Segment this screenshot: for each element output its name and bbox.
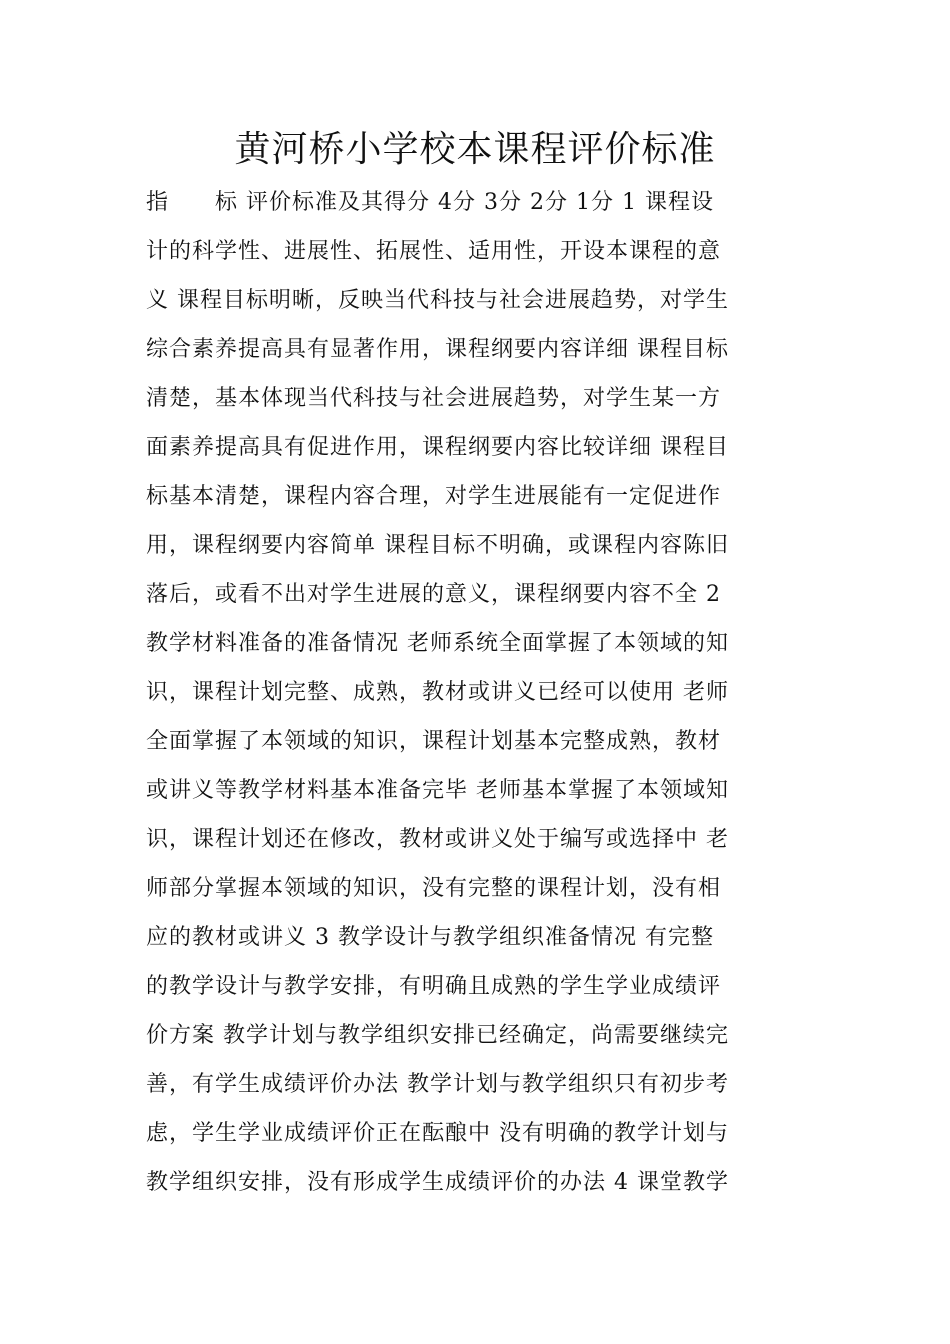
body-line: 用，课程纲要内容简单 课程目标不明确，或课程内容陈旧 [146, 533, 729, 558]
body-line: 识，课程计划完整、成熟，教材或讲义已经可以使用 老师 [146, 680, 729, 705]
document-title: 黄河桥小学校本课程评价标准 [234, 129, 716, 170]
body-line: 标基本清楚，课程内容合理，对学生进展能有一定促进作 [146, 484, 722, 509]
body-line: 落后，或看不出对学生进展的意义，课程纲要内容不全 2 [146, 582, 721, 607]
body-line: 识，课程计划还在修改，教材或讲义处于编写或选择中 老 [146, 827, 729, 852]
body-line: 面素养提高具有促进作用，课程纲要内容比较详细 课程目 [146, 435, 729, 460]
body-line: 或讲义等教学材料基本准备完毕 老师基本掌握了本领域知 [146, 778, 729, 803]
body-line: 的教学设计与教学安排，有明确且成熟的学生学业成绩评 [146, 974, 722, 999]
body-line: 虑，学生学业成绩评价正在酝酿中 没有明确的教学计划与 [146, 1121, 729, 1146]
document-body [146, 178, 810, 1207]
body-line: 善，有学生成绩评价办法 教学计划与教学组织只有初步考 [146, 1072, 729, 1097]
body-line: 教学组织安排，没有形成学生成绩评价的办法 4 课堂教学 [146, 1170, 729, 1195]
body-line: 师部分掌握本领域的知识，没有完整的课程计划，没有相 [146, 876, 722, 901]
body-line: 计的科学性、进展性、拓展性、适用性，开设本课程的意 [146, 239, 722, 264]
body-line: 义 课程目标明晰，反映当代科技与社会进展趋势，对学生 [146, 288, 729, 313]
body-line: 教学材料准备的准备情况 老师系统全面掌握了本领域的知 [146, 631, 729, 656]
body-line: 全面掌握了本领域的知识，课程计划基本完整成熟，教材 [146, 729, 722, 754]
body-line: 指 标 评价标准及其得分 4分 3分 2分 1分 1 课程设 [146, 190, 714, 215]
body-line: 应的教材或讲义 3 教学设计与教学组织准备情况 有完整 [146, 925, 714, 950]
body-line: 综合素养提高具有显著作用，课程纲要内容详细 课程目标 [146, 337, 729, 362]
body-line: 清楚，基本体现当代科技与社会进展趋势，对学生某一方 [146, 386, 722, 411]
body-line: 价方案 教学计划与教学组织安排已经确定，尚需要继续完 [146, 1023, 729, 1048]
